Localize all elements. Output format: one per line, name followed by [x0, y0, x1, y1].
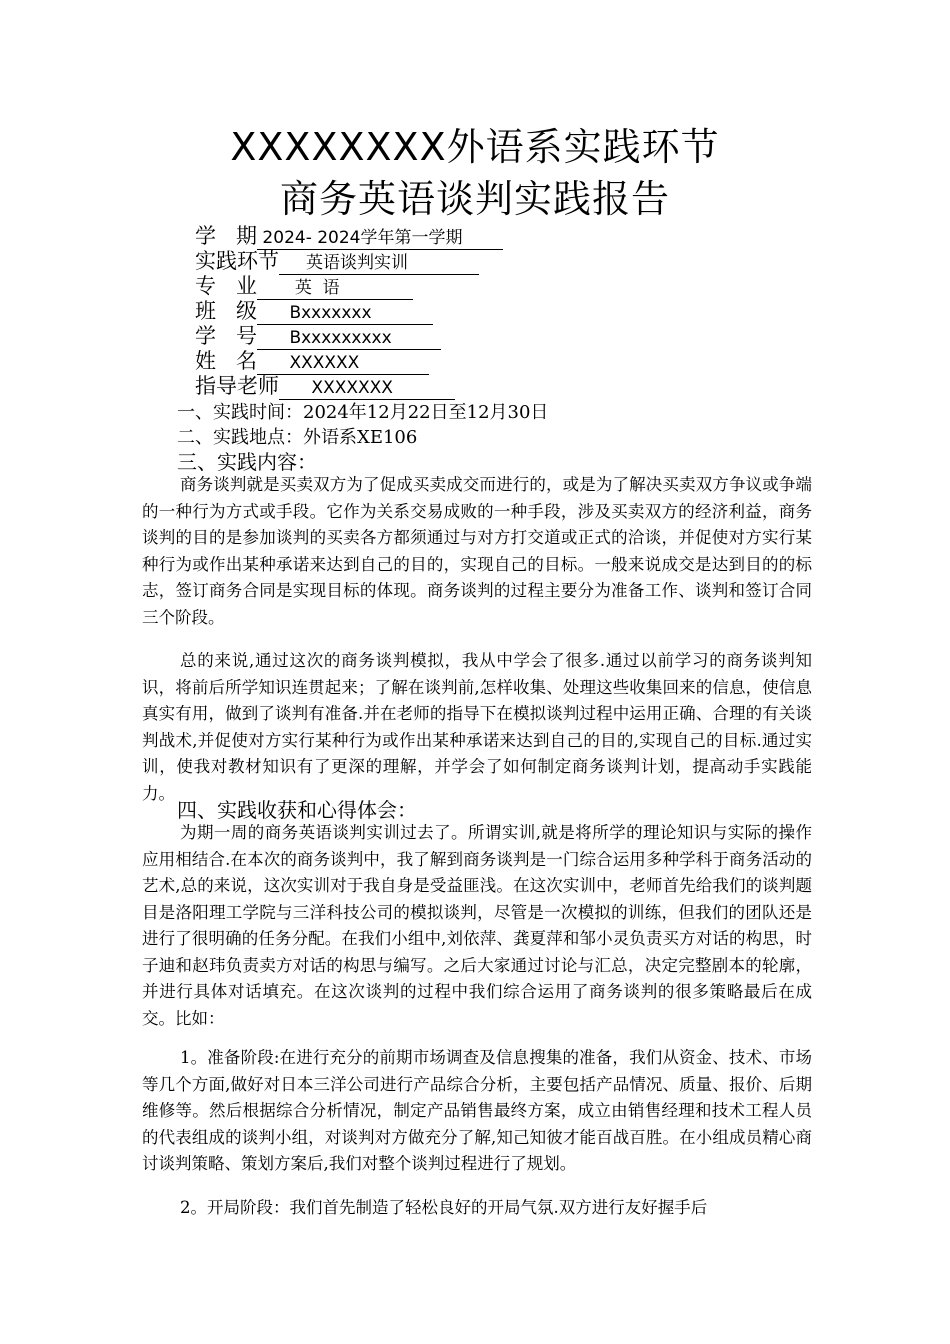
info-row-student-id — [195, 324, 441, 350]
section-gains-heading: 四、实践收获和心得体会： — [177, 798, 417, 822]
info-label: 班 级 — [195, 299, 258, 323]
info-label: 专 业 — [195, 274, 258, 298]
report-title-line1: XXXXXXXX外语系实践环节 — [230, 125, 720, 169]
report-title-line2: 商务英语谈判实践报告 — [279, 177, 670, 221]
info-label: 指导老师 — [195, 374, 279, 398]
info-row-major — [195, 274, 413, 300]
paragraph-opening-stage: 2。开局阶段：我们首先制造了轻松良好的开局气氛.双方进行友好握手后 — [180, 1198, 708, 1217]
info-label: 学 期 — [195, 224, 258, 248]
info-row-semester — [195, 224, 503, 250]
info-value: Bxxxxxxxxx — [257, 327, 441, 350]
info-value: 2024- 2024学年第一学期 — [257, 227, 503, 250]
section-practice-time: 一、实践时间：2024年12月22日至12月30日 — [177, 402, 549, 423]
paragraph-preparation-stage: 1。准备阶段:在进行充分的前期市场调查及信息搜集的准备，我们从资金、技术、市场等几个方面,做好对日本三洋公司进行产品综合分析，主要包括产品情况、质量、报价、后期维修等。然后根据综合分析情况，制定产品销售最终方案，成立由销售经理和技术工程人员的代表组成的谈判小组，对谈判对方做充分了解,知己知彼才能百战百胜。在小组成员精心商讨谈判策略、策划方案后,我们对整个谈判过程进行了规划。 — [142, 1048, 812, 1173]
info-label: 姓 名 — [195, 349, 258, 373]
info-row-class — [195, 299, 433, 325]
paragraph-summary: 总的来说,通过这次的商务谈判模拟，我从中学会了很多.通过以前学习的商务谈判知识，将前后所学知识连贯起来；了解在谈判前,怎样收集、处理这些收集回来的信息，使信息真实有用，做到了谈判有准备.并在老师的指导下在模拟谈判过程中运用正确、合理的有关谈判战术,并促使对方实行某种行为或作出某种承诺来达到自己的目的,实现自己的目标.通过实训，使我对教材知识有了更深的理解，并学会了如何制定商务谈判计划，提高动手实践能力。 — [142, 651, 812, 803]
info-row-practice-stage — [195, 249, 479, 275]
info-value: 英语谈判实训 — [279, 252, 479, 275]
section-practice-place: 二、实践地点：外语系XE106 — [177, 427, 418, 448]
paragraph-business-negotiation-intro: 商务谈判就是买卖双方为了促成买卖成交而进行的，或是为了解决买卖双方争议或争端的一种行为方式或手段。它作为关系交易成败的一种手段，涉及买卖双方的经济利益，商务谈判的目的是参加谈判的买卖各方都须通过与对方打交道或正式的洽谈，并促使对方实行某种行为或作出某种承诺来达到自己的目的，实现自己的目标。一般来说成交是达到目的的标志，签订商务合同是实现目标的体现。商务谈判的过程主要分为准备工作、谈判和签订合同三个阶段。 — [142, 475, 812, 627]
info-value: XXXXXXX — [279, 377, 455, 400]
info-value: 英 语 — [257, 277, 413, 300]
info-row-name — [195, 349, 429, 375]
info-row-instructor — [195, 374, 455, 400]
section-practice-content-heading: 三、实践内容： — [177, 450, 317, 474]
info-label: 实践环节 — [195, 249, 279, 273]
info-label: 学 号 — [195, 324, 258, 348]
paragraph-training-reflection: 为期一周的商务英语谈判实训过去了。所谓实训,就是将所学的理论知识与实际的操作应用相结合.在本次的商务谈判中，我了解到商务谈判是一门综合运用多种学科于商务活动的艺术,总的来说，这次实训对于我自身是受益匪浅。在这次实训中，老师首先给我们的谈判题目是洛阳理工学院与三洋科技公司的模拟谈判，尽管是一次模拟的训练，但我们的团队还是进行了很明确的任务分配。在我们小组中,刘依萍、龚夏萍和邹小灵负责买方对话的构思，时子迪和赵玮负责卖方对话的构思与编写。之后大家通过讨论与汇总，决定完整剧本的轮廓，并进行具体对话填充。在这次谈判的过程中我们综合运用了商务谈判的很多策略最后在成交。比如： — [142, 823, 812, 1028]
info-value: Bxxxxxxx — [257, 302, 433, 325]
info-value: XXXXXX — [257, 352, 429, 375]
